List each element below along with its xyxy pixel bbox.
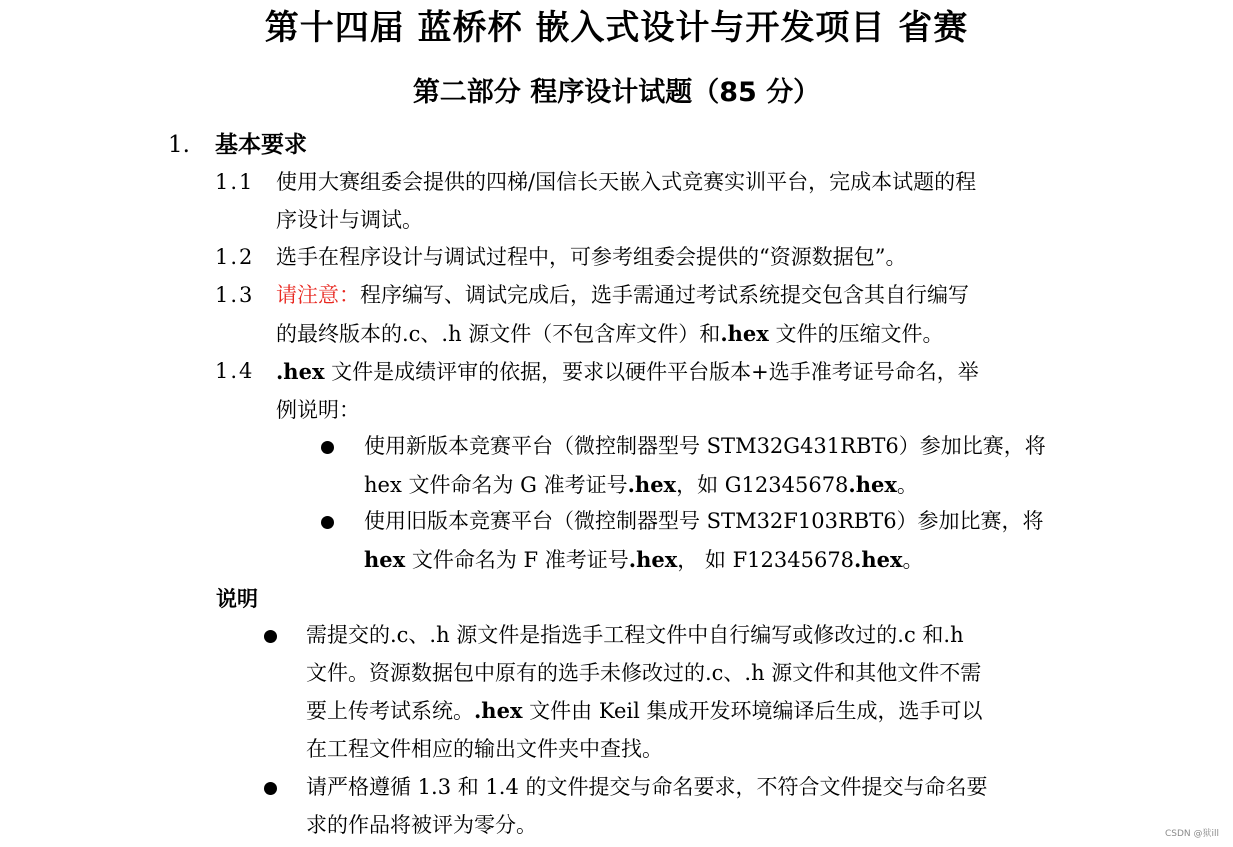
note-label: 请注意： [276, 283, 360, 307]
item-text-1-1 [276, 164, 1056, 239]
note-1-line-3-a: 要上传考试系统。 [306, 699, 474, 723]
item-1-1-line-2: 序设计与调试。 [276, 207, 423, 232]
sub-bullet-2-line-2-c: ， 如 F12345678 [677, 547, 855, 572]
notes-heading: 说明 [216, 587, 258, 611]
hex-keyword: .hex [276, 359, 325, 384]
hex-keyword: hex [364, 546, 406, 572]
sub-bullet-2-line-2-a: 文件命名为 F 准考证号 [405, 547, 629, 572]
sub-bullet-new-platform [364, 428, 1064, 504]
item-1-3-line-2 [276, 315, 1056, 354]
item-1-3-line-1-rest: 程序编写、调试完成后，选手需通过考试系统提交包含其自行编写 [360, 283, 969, 307]
section-title: 基本要求 [215, 132, 307, 158]
note-2-line-2: 求的作品将被评为零分。 [306, 812, 537, 837]
note-2-line-1: 请严格遵循 1.3 和 1.4 的文件提交与命名要求，不符合文件提交与命名要 [306, 775, 988, 799]
item-1-3-line-1 [276, 277, 1056, 315]
hex-keyword: .hex [628, 546, 678, 572]
item-1-1-line-1: 使用大赛组委会提供的四梯/国信长天嵌入式竞赛实训平台，完成本试题的程 [276, 170, 977, 194]
sub-bullet-2-line-1: 使用旧版本竞赛平台（微控制器型号 STM32F103RBT6）参加比赛，将 [364, 509, 1044, 533]
hex-keyword: .hex [720, 320, 769, 346]
item-text-1-4 [276, 353, 1056, 429]
note-1-line-4: 在工程文件相应的输出文件夹中查找。 [306, 736, 663, 761]
hex-keyword: .hex [848, 471, 897, 497]
hex-keyword: .hex [627, 471, 677, 497]
note-1-line-2: 文件。资源数据包中原有的选手未修改过的.c、.h 源文件和其他文件不需 [306, 660, 982, 685]
item-1-4-line-2: 例说明： [276, 397, 360, 422]
section-number: 1. [168, 132, 190, 158]
bullet-icon [264, 782, 277, 795]
note-item-1 [306, 617, 1066, 768]
item-1-3-line-2-a: 的最终版本的.c、.h 源文件（不包含库文件）和 [276, 321, 721, 346]
note-1-line-1: 需提交的.c、.h 源文件是指选手工程文件中自行编写或修改过的.c 和.h [306, 623, 964, 647]
note-1-line-3 [306, 692, 1066, 731]
hex-keyword: .hex [474, 698, 523, 723]
sub-bullet-old-platform [364, 503, 1064, 579]
document-subtitle: 第二部分 程序设计试题（85 分） [412, 77, 821, 108]
item-text-1-2 [276, 239, 1056, 277]
note-1-line-3-b: 文件由 Keil 集成开发环境编译后生成，选手可以 [522, 699, 983, 723]
sub-bullet-1-line-2-a: hex 文件命名为 G 准考证号 [364, 472, 628, 497]
bullet-icon [321, 441, 334, 454]
item-1-4-line-1 [276, 353, 1056, 392]
sub-bullet-2-line-2 [364, 541, 1064, 580]
item-1-4-line-1-rest: 文件是成绩评审的依据，要求以硬件平台版本+选手准考证号命名，举 [324, 360, 979, 384]
watermark: CSDN @狱ill [1164, 829, 1219, 839]
item-1-3-line-2-b: 文件的压缩文件。 [768, 321, 944, 346]
sub-bullet-1-line-2 [364, 466, 1064, 505]
note-item-2 [306, 769, 1066, 844]
item-text-1-3 [276, 277, 1056, 353]
item-number-1-4: 1.4 [215, 359, 255, 383]
sub-bullet-1-line-2-c: ，如 G12345678 [676, 472, 849, 497]
item-number-1-3: 1.3 [215, 283, 255, 307]
bullet-icon [321, 516, 334, 529]
item-1-2-line-1: 选手在程序设计与调试过程中，可参考组委会提供的“资源数据包”。 [276, 245, 907, 269]
bullet-icon [264, 630, 277, 643]
document-title: 第十四届 蓝桥杯 嵌入式设计与开发项目 省赛 [264, 8, 969, 48]
item-number-1-2: 1.2 [215, 245, 255, 269]
item-number-1-1: 1.1 [215, 170, 255, 194]
hex-keyword: .hex [854, 546, 903, 572]
sub-bullet-1-line-2-d: 。 [896, 472, 918, 497]
sub-bullet-2-line-2-d: 。 [902, 547, 924, 572]
sub-bullet-1-line-1: 使用新版本竞赛平台（微控制器型号 STM32G431RBT6）参加比赛，将 [364, 434, 1046, 458]
